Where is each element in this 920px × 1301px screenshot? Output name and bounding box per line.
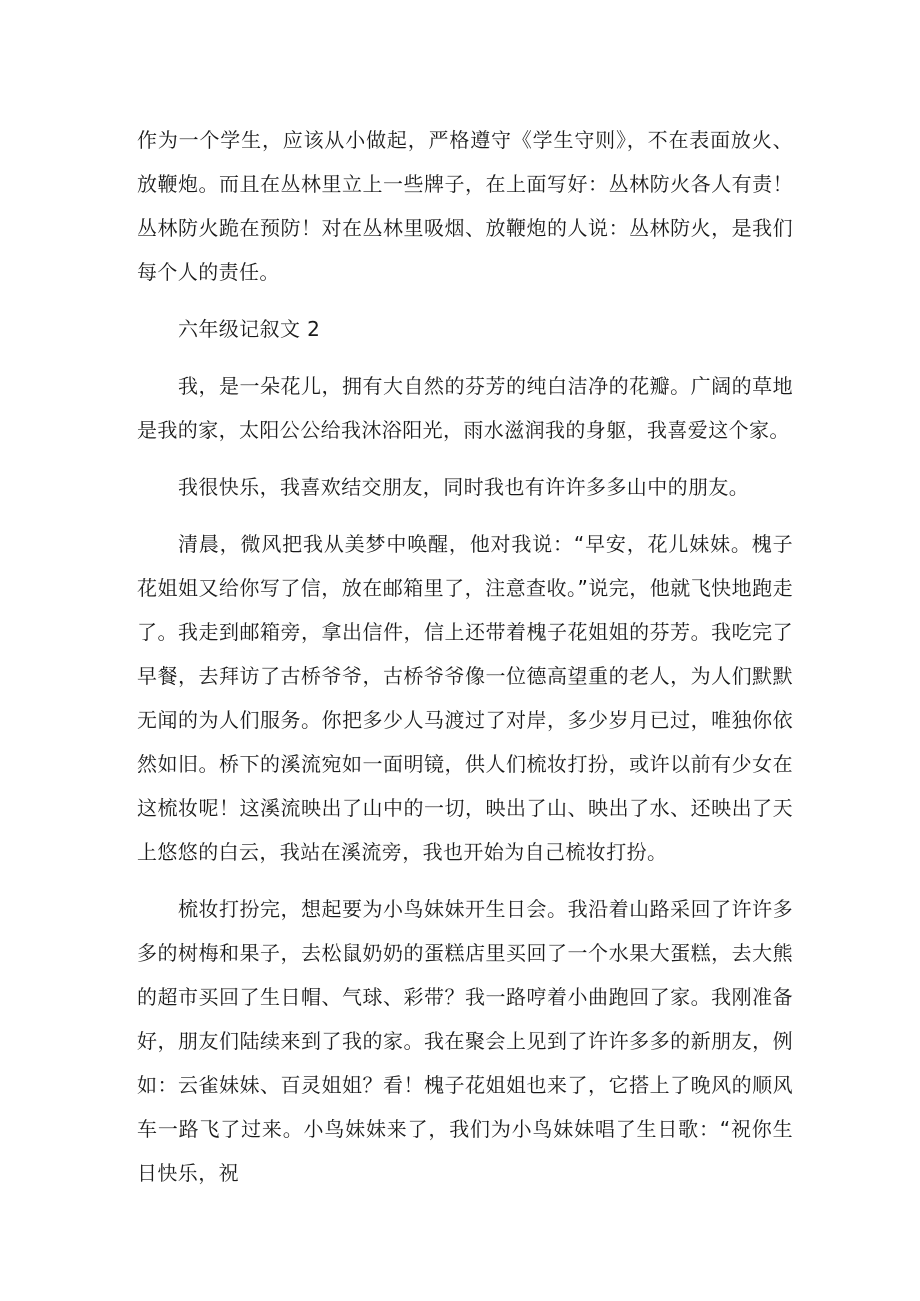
paragraph-friends: 我很快乐，我喜欢结交朋友，同时我也有许许多多山中的朋友。 bbox=[178, 475, 750, 499]
essay-title: 六年级记叙文 2 bbox=[178, 317, 321, 341]
paragraph-intro: 我，是一朵花儿，拥有大自然的芬芳的纯白洁净的花瓣。广阔的草地是我的家，太阳公公给我沐浴阳光，雨水滋润我的身躯，我喜爱这个家。 bbox=[137, 374, 793, 442]
paragraph-morning: 清晨，微风把我从美梦中唤醒，他对我说：“早安，花儿妹妹。槐子花姐姐又给你写了信，放在邮箱里了，注意查收。”说完，他就飞快地跑走了。我走到邮箱旁，拿出信件，信上还带着槐子花姐姐的芬芳。我吃完了早餐，去拜访了古桥爷爷，古桥爷爷像一位德高望重的老人，为人们默默无闻的为人们服务。你把多少人马渡过了对岸，多少岁月已过，唯独你依然如旧。桥下的溪流宛如一面明镜，供人们梳妆打扮，或许以前有少女在这梳妆呢！这溪流映出了山中的一切，映出了山、映出了水、还映出了天上悠悠的白云，我站在溪流旁，我也开始为自己梳妆打扮。 bbox=[137, 532, 793, 864]
paragraph-birthday: 梳妆打扮完，想起要为小鸟妹妹开生日会。我沿着山路采回了许许多多的树梅和果子，去松鼠奶奶的蛋糕店里买回了一个水果大蛋糕，去大熊的超市买回了生日帽、气球、彩带？我一路哼着小曲跑回了家。我刚准备好，朋友们陆续来到了我的家。我在聚会上见到了许许多多的新朋友，例如：云雀妹妹、百灵姐姐？看！槐子花姐姐也来了，它搭上了晚风的顺风车一路飞了过来。小鸟妹妹来了，我们为小鸟妹妹唱了生日歌：“祝你生日快乐，祝 bbox=[137, 897, 793, 1185]
paragraph-fire-safety: 作为一个学生，应该从小做起，严格遵守《学生守则》，不在表面放火、放鞭炮。而且在丛林里立上一些牌子，在上面写好：丛林防火各人有责！丛林防火跪在预防！对在丛林里吸烟、放鞭炮的人说：丛林防火，是我们每个人的责任。 bbox=[137, 128, 793, 284]
document-body bbox=[137, 118, 793, 1208]
